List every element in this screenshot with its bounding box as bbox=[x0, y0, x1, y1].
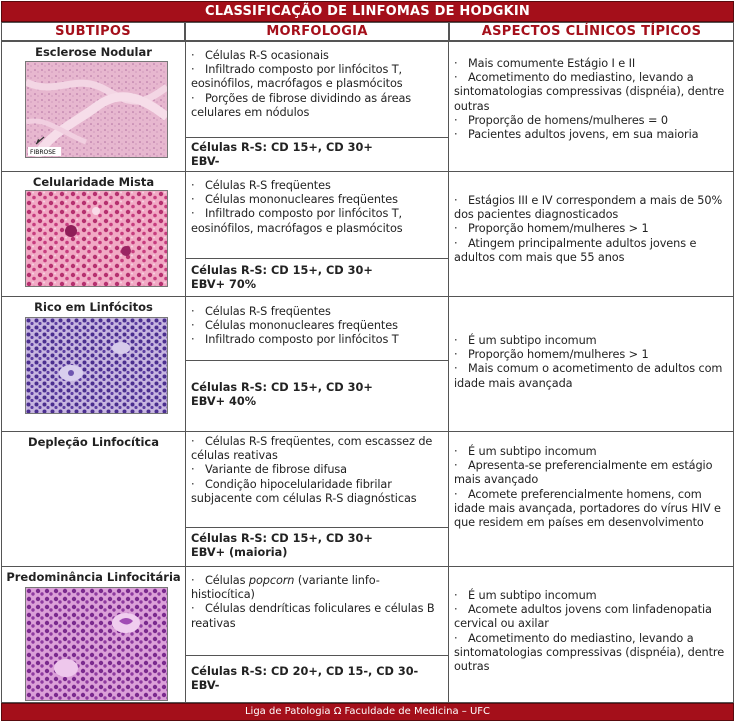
table-row bbox=[1, 171, 734, 297]
morphology-list bbox=[191, 49, 443, 120]
clinical-cell bbox=[448, 296, 734, 432]
list-item: · Células popcorn (variante linfo-histiocítica) bbox=[191, 574, 380, 602]
cd-markers: Células R-S: CD 15+, CD 30+ EBV+ (maioria) bbox=[191, 532, 373, 560]
list-item: · Proporção homem/mulheres > 1 bbox=[454, 222, 649, 236]
table-row bbox=[1, 296, 734, 432]
morphology-cell bbox=[185, 296, 449, 361]
header-row bbox=[1, 22, 734, 41]
micrograph-celularidade-mista bbox=[25, 190, 168, 287]
list-item: · Apresenta-se preferencialmente em estágio mais avançado bbox=[454, 459, 713, 487]
cd-markers-cell bbox=[185, 655, 449, 703]
morphology-cell bbox=[185, 171, 449, 259]
footer-credit: Liga de Patologia Ω Faculdade de Medicina – UFC bbox=[1, 703, 734, 721]
morphology-cell bbox=[185, 431, 449, 528]
list-item: · Atingem principalmente adultos jovens e adultos com mais que 55 anos bbox=[454, 236, 697, 264]
cd-markers-cell bbox=[185, 527, 449, 567]
cd-markers: Células R-S: CD 20+, CD 15-, CD 30- EBV- bbox=[191, 665, 419, 693]
subtype-cell bbox=[1, 566, 186, 703]
header-subtipos: SUBTIPOS bbox=[1, 22, 185, 41]
clinical-cell bbox=[448, 431, 734, 567]
table-row bbox=[1, 41, 734, 172]
micrograph-rico-em-linfocitos bbox=[25, 317, 168, 414]
list-item: · Mais comumente Estágio I e II bbox=[454, 57, 636, 70]
list-item: · Infiltrado composto por linfócitos T bbox=[191, 333, 399, 347]
list-item: · Infiltrado composto por linfócitos T, eosinófilos, macrófagos e plasmócitos bbox=[191, 207, 403, 235]
morphology-cell bbox=[185, 566, 449, 656]
micrograph-predominancia-linfocitaria bbox=[25, 587, 168, 701]
list-item: · Células R-S ocasionais bbox=[191, 49, 329, 62]
subtype-cell bbox=[1, 431, 186, 567]
clinical-list bbox=[454, 57, 726, 142]
subtype-name: Celularidade Mista bbox=[32, 175, 155, 189]
subtype-name: Esclerose Nodular bbox=[35, 45, 152, 59]
list-item: · É um subtipo incomum bbox=[454, 334, 597, 347]
list-item: · Acomete preferencialmente homens, com idade mais avançada, portadores do vírus HIV e que residem em países em desenvolvimento bbox=[454, 487, 721, 530]
list-item: · Pacientes adultos jovens, em sua maioria bbox=[454, 128, 699, 142]
list-item: · É um subtipo incomum bbox=[454, 589, 597, 602]
header-morfologia: MORFOLOGIA bbox=[185, 22, 449, 41]
header-aspectos-clinicos: ASPECTOS CLÍNICOS TÍPICOS bbox=[449, 22, 734, 41]
cd-markers-cell bbox=[185, 258, 449, 297]
list-item: · Variante de fibrose difusa bbox=[191, 463, 347, 477]
table-title: CLASSIFICAÇÃO DE LINFOMAS DE HODGKIN bbox=[1, 1, 734, 22]
clinical-list bbox=[454, 194, 726, 265]
list-item: · Acomete adultos jovens com linfadenopatia cervical ou axilar bbox=[454, 603, 712, 631]
subtype-cell bbox=[1, 296, 186, 432]
micrograph-esclerose-nodular bbox=[25, 61, 168, 158]
list-item: · Porções de fibrose dividindo as áreas celulares em nódulos bbox=[191, 91, 412, 119]
classification-table bbox=[1, 1, 734, 722]
table-row bbox=[1, 566, 734, 703]
fibrose-label: FIBROSE bbox=[30, 149, 56, 156]
morphology-cell bbox=[185, 41, 449, 138]
subtype-cell bbox=[1, 41, 186, 172]
clinical-cell bbox=[448, 171, 734, 297]
cd-markers-cell bbox=[185, 360, 449, 432]
morphology-list bbox=[191, 435, 443, 506]
cd-markers-cell bbox=[185, 137, 449, 172]
list-item: · Células R-S freqüentes bbox=[191, 305, 331, 318]
cd-markers: Células R-S: CD 15+, CD 30+ EBV- bbox=[191, 141, 373, 169]
clinical-list bbox=[454, 589, 726, 674]
table-row bbox=[1, 431, 734, 567]
subtype-name: Depleção Linfocítica bbox=[28, 435, 159, 449]
list-item: · É um subtipo incomum bbox=[454, 445, 597, 458]
cd-markers: Células R-S: CD 15+, CD 30+ EBV+ 40% bbox=[191, 381, 373, 409]
clinical-list bbox=[454, 334, 726, 391]
cd-markers: Células R-S: CD 15+, CD 30+ EBV+ 70% bbox=[191, 264, 373, 292]
clinical-list bbox=[454, 445, 726, 530]
list-item: · Estágios III e IV correspondem a mais de 50% dos pacientes diagnosticados bbox=[454, 194, 723, 222]
list-item: · Acometimento do mediastino, levando a sintomatologias compressivas (dispnéia), dentre outras bbox=[454, 631, 725, 674]
list-item: · Proporção de homens/mulheres = 0 bbox=[454, 113, 668, 127]
list-item: · Acometimento do mediastino, levando a sintomatologias compressivas (dispnéia), dentre outras bbox=[454, 71, 725, 113]
clinical-cell bbox=[448, 566, 734, 703]
list-item: · Proporção homem/mulheres > 1 bbox=[454, 348, 649, 362]
list-item: · Células mononucleares freqüentes bbox=[191, 193, 398, 207]
morphology-list bbox=[191, 305, 443, 348]
morphology-list bbox=[191, 179, 443, 236]
subtype-name: Predominância Linfocitária bbox=[6, 570, 181, 584]
subtype-name: Rico em Linfócitos bbox=[34, 300, 153, 314]
list-item: · Infiltrado composto por linfócitos T, eosinófilos, macrófagos e plasmócitos bbox=[191, 63, 403, 91]
subtype-cell bbox=[1, 171, 186, 297]
list-item: · Células mononucleares freqüentes bbox=[191, 319, 398, 333]
clinical-cell bbox=[448, 41, 734, 172]
morphology-list bbox=[191, 574, 443, 631]
list-item: · Células dendríticas foliculares e células B reativas bbox=[191, 602, 435, 630]
list-item: · Mais comum o acometimento de adultos com idade mais avançada bbox=[454, 362, 723, 390]
list-item: · Condição hipocelularidade fibrilar subjacente com células R-S diagnósticas bbox=[191, 477, 417, 505]
list-item: · Células R-S freqüentes bbox=[191, 179, 331, 192]
list-item: · Células R-S freqüentes, com escassez de células reativas bbox=[191, 435, 433, 463]
